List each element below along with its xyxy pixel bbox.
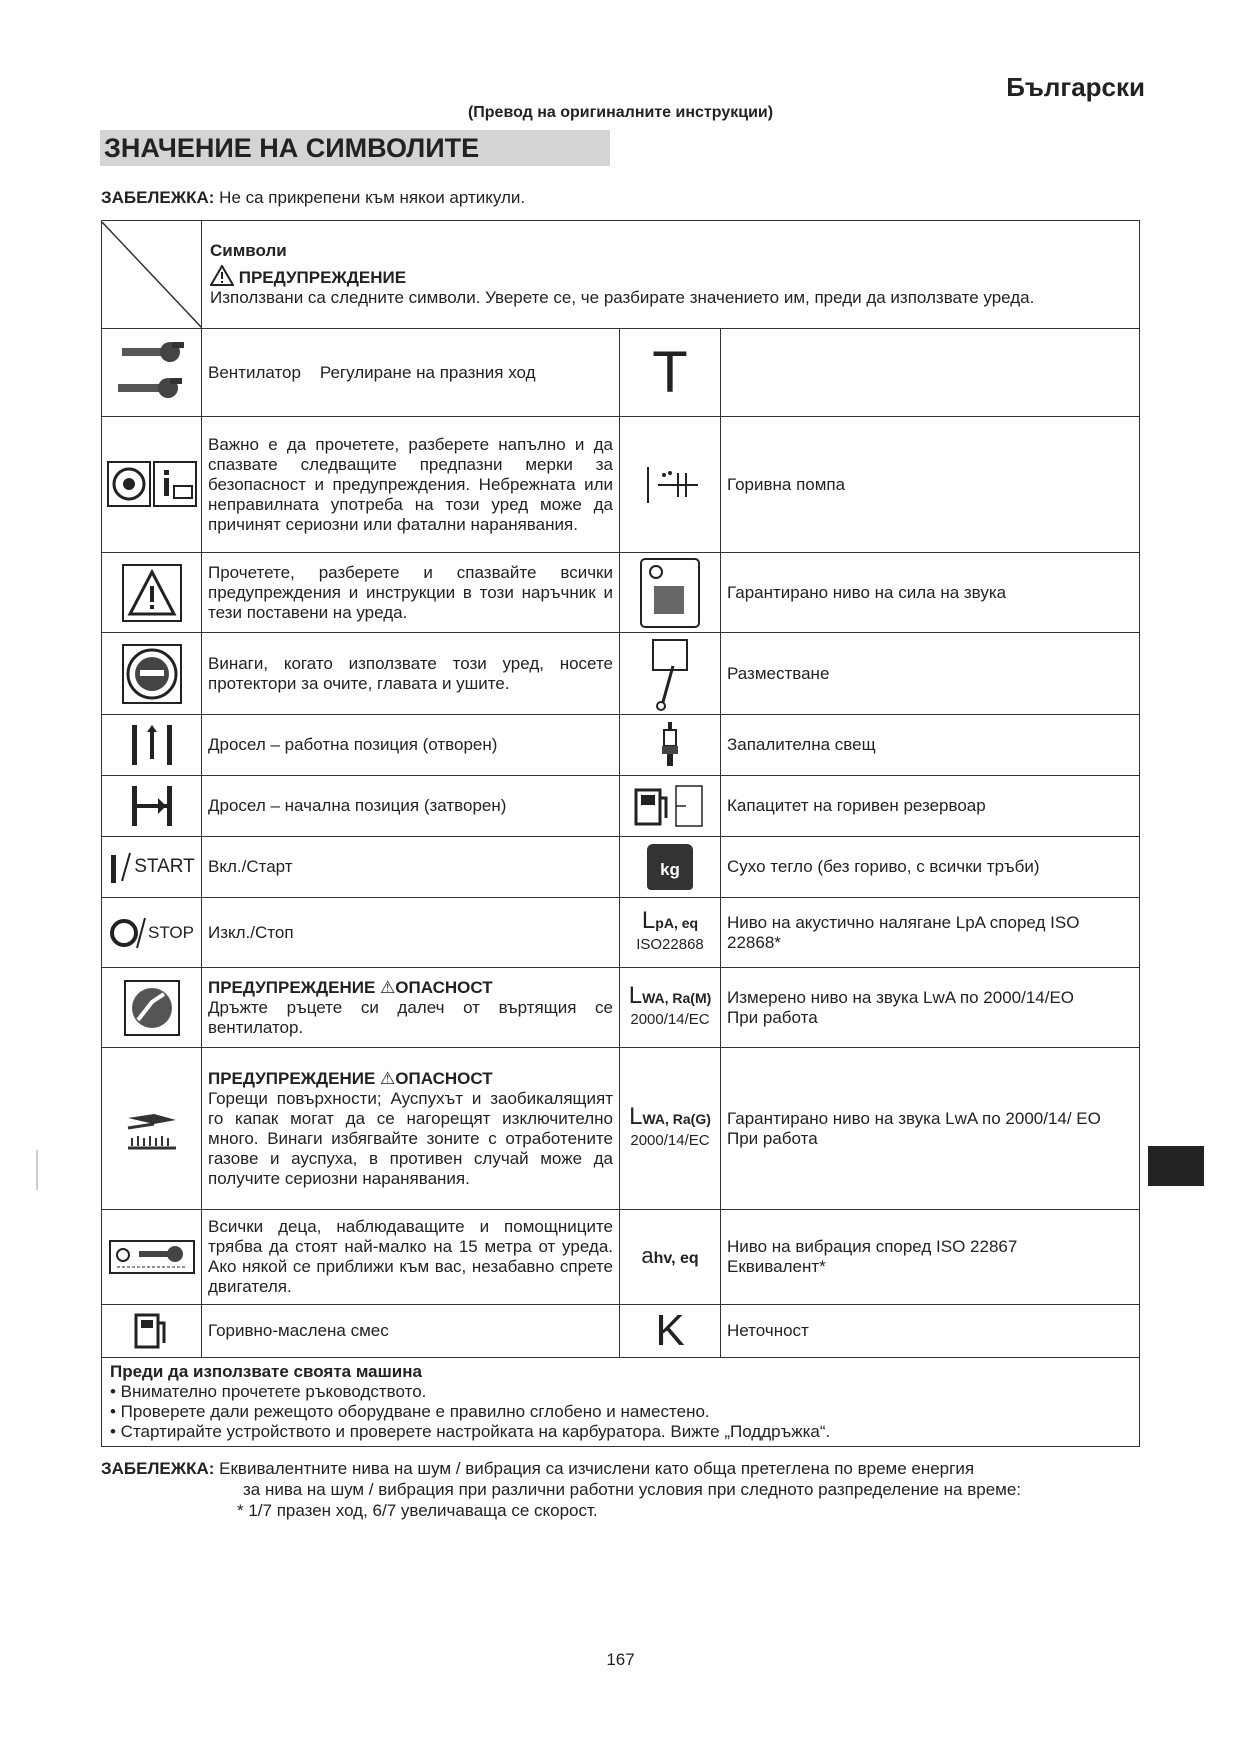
row-read-warnings-text: Прочетете, разберете и спазвайте всички предупреждения и инструкции в този наръчник и тези поставени на уреда. <box>202 553 620 633</box>
fuel-tank-capacity-icon <box>634 784 706 828</box>
row-vibration-cell <box>721 1210 1140 1305</box>
choke-closed-icon-cell <box>102 776 202 837</box>
lwa-g-text-2: При работа <box>727 1128 818 1148</box>
stop-symbol <box>102 915 201 951</box>
fuel-oil-mix-icon <box>132 1311 172 1351</box>
displacement-icon-cell <box>620 633 721 715</box>
row-keep-distance-text: Всички деца, наблюдаващите и помощниците трябва да стоят най-малко на 15 метра от уреда. Ако някой се приближи към вас, незабавно спрете двигателя. <box>202 1210 620 1305</box>
row-lpa-text: Ниво на акустично налягане LpA според ISO 22868* <box>721 898 1140 968</box>
protective-gear-icon <box>122 644 182 704</box>
before-use-item: • Проверете дали режещото оборудване е правилно сглобено и наместено. <box>110 1402 710 1421</box>
rotating-fan-hand-icon <box>124 980 180 1036</box>
ppe-icon-cell <box>102 633 202 715</box>
hot-surface-icon-cell <box>102 1048 202 1210</box>
header-warning-label: ПРЕДУПРЕЖДЕНИЕ <box>238 268 407 287</box>
lwa-m-symbol <box>620 981 720 1009</box>
vibration-symbol-main: a <box>641 1242 654 1268</box>
row-lwa-g-cell <box>721 1048 1140 1210</box>
fuel-pump-icon <box>640 463 700 507</box>
start-symbol-cell <box>102 837 202 898</box>
choke-open-icon <box>130 723 174 767</box>
stop-circle-icon <box>109 915 147 951</box>
piston-displacement-icon <box>645 636 695 712</box>
before-use-item: • Внимателно прочетете ръководството. <box>110 1382 427 1401</box>
row-weight-text: Сухо тегло (без гориво, с всички тръби) <box>721 837 1140 898</box>
before-use-title: Преди да използвате своята машина <box>110 1362 422 1381</box>
header-text: Използвани са следните символи. Уверете се, че разбирате значението им, преди да използвате уреда. <box>210 288 1035 307</box>
section-tab-marker <box>1148 1146 1204 1186</box>
fuel-mix-icon-cell <box>102 1305 202 1358</box>
margin-mark <box>36 1150 38 1190</box>
subtitle: (Превод на оригиналните инструкции) <box>467 104 774 121</box>
lpa-symbol-cell <box>620 898 721 968</box>
row-fuel-pump-text: Горивна помпа <box>721 417 1140 553</box>
hot-surface-title: ПРЕДУПРЕЖДЕНИЕ ⚠ОПАСНОСТ <box>208 1068 493 1088</box>
lwa-m-standard: 2000/14/EC <box>630 1010 710 1028</box>
lwa-m-symbol-cell <box>620 968 721 1048</box>
row-hot-surface-cell <box>202 1048 620 1210</box>
page-title: ЗНАЧЕНИЕ НА СИМВОЛИТЕ <box>100 130 610 166</box>
fuel-pump-icon-cell <box>620 417 721 553</box>
fan-warning-text: Дръжте ръцете си далеч от въртящия се вентилатор. <box>208 997 613 1037</box>
lwa-g-symbol-cell <box>620 1048 721 1210</box>
vibration-text-2: Еквивалент* <box>727 1257 826 1276</box>
row-choke-open-text: Дросел – работна позиция (отворен) <box>202 715 620 776</box>
before-use-cell <box>102 1358 1140 1447</box>
row-blower-text: Вентилатор Регулиране на празния ход <box>202 329 620 417</box>
row-fuel-tank-text: Капацитет на горивен резервоар <box>721 776 1140 837</box>
warning-triangle-icon <box>210 265 234 286</box>
hot-surface-icon <box>124 1104 180 1154</box>
lwa-m-text: Измерено ниво на звука LwA по 2000/14/EO <box>727 987 1075 1007</box>
lwa-m-text-2: При работа <box>727 1007 818 1027</box>
header-diagonal-cell <box>102 221 202 329</box>
weight-icon-cell <box>620 837 721 898</box>
row-lwa-m-cell <box>721 968 1140 1048</box>
start-symbol-label: START <box>134 856 195 877</box>
warning-icon <box>122 564 182 622</box>
lpa-standard: ISO22868 <box>636 935 704 953</box>
lwa-g-symbol-main: L <box>629 1102 643 1130</box>
lwa-m-symbol-sub: WA, Ra(M) <box>642 989 712 1006</box>
fuel-tank-icon-cell <box>620 776 721 837</box>
vibration-symbol-sub: hv, eq <box>653 1249 699 1267</box>
row-choke-closed-text: Дросел – начална позиция (затворен) <box>202 776 620 837</box>
keep-distance-icon-cell <box>102 1210 202 1305</box>
row-fuel-mix-text: Горивно-маслена смес <box>202 1305 620 1358</box>
hot-surface-text: Горещи повърхности; Ауспухът и заобикалящият го капак могат да се нагорещят изключително много. Винаги избягвайте зоните с отработените газове и ауспуха, в противен случай може да получите сериозни наранявания. <box>208 1088 613 1188</box>
note-label: ЗАБЕЛЕЖКА: <box>101 188 215 207</box>
row-displacement-text: Разместване <box>721 633 1140 715</box>
blower-icon <box>112 338 192 408</box>
weight-kg-icon <box>647 844 693 890</box>
weight-kg-label: kg <box>660 860 680 879</box>
note-bottom-line-2: за нива на шум / вибрация при различни работни условия при следното разпределение на време: <box>243 1480 1022 1499</box>
before-use-item: • Стартирайте устройството и проверете настройката на карбуратора. Вижте „Поддръжка“. <box>110 1422 831 1441</box>
vibration-text: Ниво на вибрация според ISO 22867 <box>727 1237 1018 1256</box>
fan-warning-title: ПРЕДУПРЕЖДЕНИЕ ⚠ОПАСНОСТ <box>208 977 493 997</box>
spark-plug-icon-cell <box>620 715 721 776</box>
header-warning <box>210 265 1131 288</box>
row-safety-text: Важно е да прочетете, разберете напълно и да спазвате следващите предпазни мерки за безопасност и предупреждения. Небрежната или неправилната употреба на този уред може да причинят сериозни или фатални наранявания. <box>202 417 620 553</box>
lwa-g-text: Гарантирано ниво на звука LwA по 2000/14/ EO <box>727 1108 1101 1128</box>
vibration-symbol <box>620 1242 720 1269</box>
lwa-m-symbol-main: L <box>628 981 643 1009</box>
stop-symbol-label: STOP <box>148 922 194 942</box>
read-manual-icon <box>106 460 198 510</box>
header-cell <box>202 221 1140 329</box>
row-0-right-text <box>721 329 1140 417</box>
symbols-table <box>101 220 1140 1447</box>
blower-icon-cell <box>102 329 202 417</box>
row-start-text: Вкл./Старт <box>202 837 620 898</box>
spark-plug-icon <box>658 720 682 770</box>
note-bottom-label: ЗАБЕЛЕЖКА: <box>101 1459 215 1478</box>
lpa-symbol <box>620 906 720 934</box>
lwa-g-symbol <box>620 1102 720 1130</box>
lwa-g-symbol-sub: WA, Ra(G) <box>642 1110 711 1127</box>
read-manual-icon-cell <box>102 417 202 553</box>
start-bar-icon <box>108 849 132 885</box>
note-top <box>101 188 525 208</box>
language-label: Български <box>1006 72 1145 102</box>
idle-adjust-symbol-cell <box>620 329 721 417</box>
uncertainty-symbol-cell <box>620 1305 721 1358</box>
row-uncertainty-text: Неточност <box>721 1305 1140 1358</box>
row-fan-warning-cell <box>202 968 620 1048</box>
row-sound-power-text: Гарантирано ниво на сила на звука <box>721 553 1140 633</box>
idle-adjust-symbol: T <box>652 339 688 405</box>
header-title: Символи <box>210 241 287 260</box>
lpa-symbol-main: L <box>641 906 656 934</box>
vibration-symbol-cell <box>620 1210 721 1305</box>
note-bottom <box>101 1458 1141 1521</box>
lpa-symbol-sub: pA, eq <box>655 914 699 931</box>
page-number: 167 <box>606 1650 635 1669</box>
sound-power-icon-cell <box>620 553 721 633</box>
note-bottom-line-3: * 1/7 празен ход, 6/7 увеличаваща се скорост. <box>237 1501 598 1520</box>
note-text: Не са прикрепени към някои артикули. <box>214 188 526 207</box>
fan-hand-icon-cell <box>102 968 202 1048</box>
keep-distance-icon <box>109 1237 195 1277</box>
row-ppe-text: Винаги, когато използвате този уред, носете протектори за очите, главата и ушите. <box>202 633 620 715</box>
lwa-g-standard: 2000/14/EC <box>630 1131 710 1149</box>
diagonal-line-icon <box>102 222 202 328</box>
warning-icon-cell <box>102 553 202 633</box>
row-spark-plug-text: Запалителна свещ <box>721 715 1140 776</box>
note-bottom-line-1: Еквивалентните нива на шум / вибрация са изчислени като обща претеглена по време енергия <box>214 1459 975 1478</box>
start-symbol <box>102 849 201 885</box>
choke-open-icon-cell <box>102 715 202 776</box>
row-stop-text: Изкл./Стоп <box>202 898 620 968</box>
sound-power-icon <box>640 558 700 628</box>
uncertainty-symbol: K <box>655 1306 685 1355</box>
choke-closed-icon <box>130 784 174 828</box>
stop-symbol-cell <box>102 898 202 968</box>
